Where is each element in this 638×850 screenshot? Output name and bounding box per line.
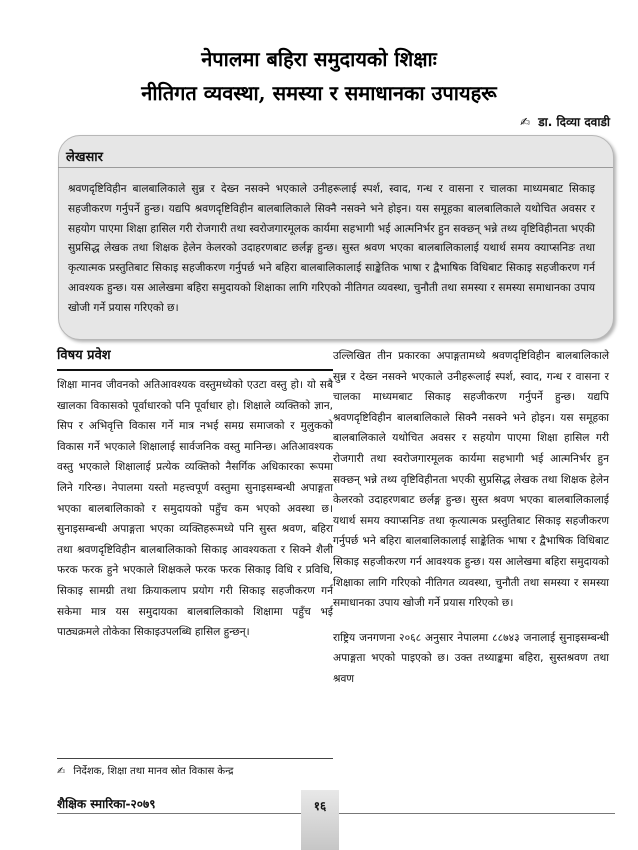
title-line-2: नीतिगत व्यवस्था, समस्या र समाधानका उपायहरू [141,81,497,105]
title-line-1: नेपालमा बहिरा समुदायको शिक्षाः [201,47,437,71]
page-number: १६ [313,799,327,813]
pen-icon: ✍ [57,766,66,777]
right-column [333,346,609,690]
right-column-paragraph-2: राष्ट्रिय जनगणना २०६८ अनुसार नेपालमा ८८७४३ जनालाई सुनाइसम्बन्धी अपाङ्गता भएको पाइएको छ। उक्त तथ्याङ्कमा बहिरा, सुस्तश्रवण तथा श्रवण [333,631,609,685]
pen-icon: ✍ [520,115,531,129]
article-title [0,42,638,110]
author-footnote [57,758,333,777]
footnote-text: निर्देशक, शिक्षा तथा मानव स्रोत विकास केन्द्र [73,766,234,777]
abstract-text: श्रवणदृष्टिविहीन बालबालिकाले सुन्न र देख्न नसक्ने भएकाले उनीहरूलाई स्पर्श, स्वाद, गन्ध र वासना र चालका माध्यमबाट सिकाइ सहजीकरण गर्नुपर्ने हुन्छ। यद्यपि श्रवणदृष्टिविहीन बालबालिकाले सिक्नै नसक्ने भने होइन। यस समूहका बालबालिकाले यथोचित अवसर र सहयोग पाएमा शिक्षा हासिल गरी रोजगारी तथा स्वरोजगारमूलक कार्यमा सहभागी भई आत्मनिर्भर हुन सक्छन् भन्ने तथ्य वृष्टिविहीनता भएकी सुप्रसिद्ध लेखक तथा शिक्षक हेलेन केलरको उदाहरणबाट छर्लङ्ग हुन्छ। सुस्त श्रवण भएका बालबालिकालाई यथार्थ समय क्याप्सनिङ तथा कृत्यात्मक प्रस्तुतिबाट सिकाइ सहजीकरण गर्नुपर्छ भने बहिरा बालबालिकालाई साङ्केतिक भाषा र द्वैभाषिक विधिबाट सिकाइ सहजीकरण गर्न आवश्यक हुन्छ। यस आलेखमा बहिरा समुदायको शिक्षाका लागि गरिएको नीतिगत व्यवस्था, चुनौती तथा समस्या र समस्या समाधानका उपाय खोजी गर्ने प्रयास गरिएको छ। [68,183,595,314]
author-line [520,113,610,130]
left-column [57,346,333,643]
author-name: डा. दिव्या दवाडी [538,115,610,129]
left-column-paragraph: शिक्षा मानव जीवनको अतिआवश्यक वस्तुमध्येको एउटा वस्तु हो। यो सबै खालका विकासको पूर्वाधारको पनि पूर्वाधार हो। शिक्षाले व्यक्तिको ज्ञान, सिप र अभिवृत्ति विकास गर्ने मात्र नभई समग्र समाजको र मुलुकको विकास गर्ने भएकाले शिक्षालाई सार्वजनिक वस्तु मानिन्छ। अतिआवश्यक वस्तु भएकाले शिक्षालाई प्रत्येक व्यक्तिको नैसर्गिक अधिकारका रूपमा लिने गरिन्छ। नेपालमा यस्तो महत्त्वपूर्ण वस्तुमा सुनाइसम्बन्धी अपाङ्गता भएका बालबालिकाको र समुदायको पहुँच कम भएको अवस्था छ। सुनाइसम्बन्धी अपाङ्गता भएका व्यक्तिहरूमध्ये पनि सुस्त श्रवण, बहिरा तथा श्रवणदृष्टिविहीन बालबालिकाको सिकाइ आवश्यकता र सिक्ने शैली फरक फरक हुने भएकाले शिक्षकले फरक फरक सिकाइ विधि र प्रविधि, सिकाइ सामग्री तथा क्रियाकलाप प्रयोग गरी सिकाइ सहजीकरण गर्न सकेमा मात्र यस समुदायका बालबालिकाको शिक्षामा पहुँच भई पाठ्यक्रमले तोकेका सिकाइउपलब्धि हासिल हुन्छन्। [57,379,333,639]
right-column-paragraph-1: उल्लिखित तीन प्रकारका अपाङ्गतामध्ये श्रवणदृष्टिविहीन बालबालिकाले सुन्न र देख्न नसक्ने भएकाले उनीहरूलाई स्पर्श, स्वाद, गन्ध र वासना र चालका माध्यमबाट सिकाइ सहजीकरण गर्नुपर्ने हुन्छ। यद्यपि श्रवणदृष्टिविहीन बालबालिकाले सिक्नै नसक्ने भने होइन। यस समूहका बालबालिकाले यथोचित अवसर र सहयोग पाएमा शिक्षा हासिल गरी रोजगारी तथा स्वरोजगारमूलक कार्यमा सहभागी भई आत्मनिर्भर हुन सक्छन् भन्ने तथ्य वृष्टिविहीनता भएकी सुप्रसिद्ध लेखक तथा शिक्षक हेलेन केलरको उदाहरणबाट छर्लङ्ग हुन्छ। सुस्त श्रवण भएका बालबालिकालाई यथार्थ समय क्याप्सनिङ तथा कृत्यात्मक प्रस्तुतिबाट सिकाइ सहजीकरण गर्नुपर्छ भने बहिरा बालबालिकालाई साङ्केतिक भाषा र द्वैभाषिक विधिबाट सिकाइ सहजीकरण गर्न आवश्यक हुन्छ। यस आलेखमा बहिरा समुदायको शिक्षाका लागि गरिएको नीतिगत व्यवस्था, चुनौती तथा समस्या र समस्या समाधानका उपाय खोजी गर्ने प्रयास गरिएको छ। [333,350,609,610]
journal-title: शैक्षिक स्मारिका-२०७९ [57,797,156,811]
section-heading: विषय प्रवेश [57,346,333,371]
abstract-heading: लेखसार [66,147,103,165]
